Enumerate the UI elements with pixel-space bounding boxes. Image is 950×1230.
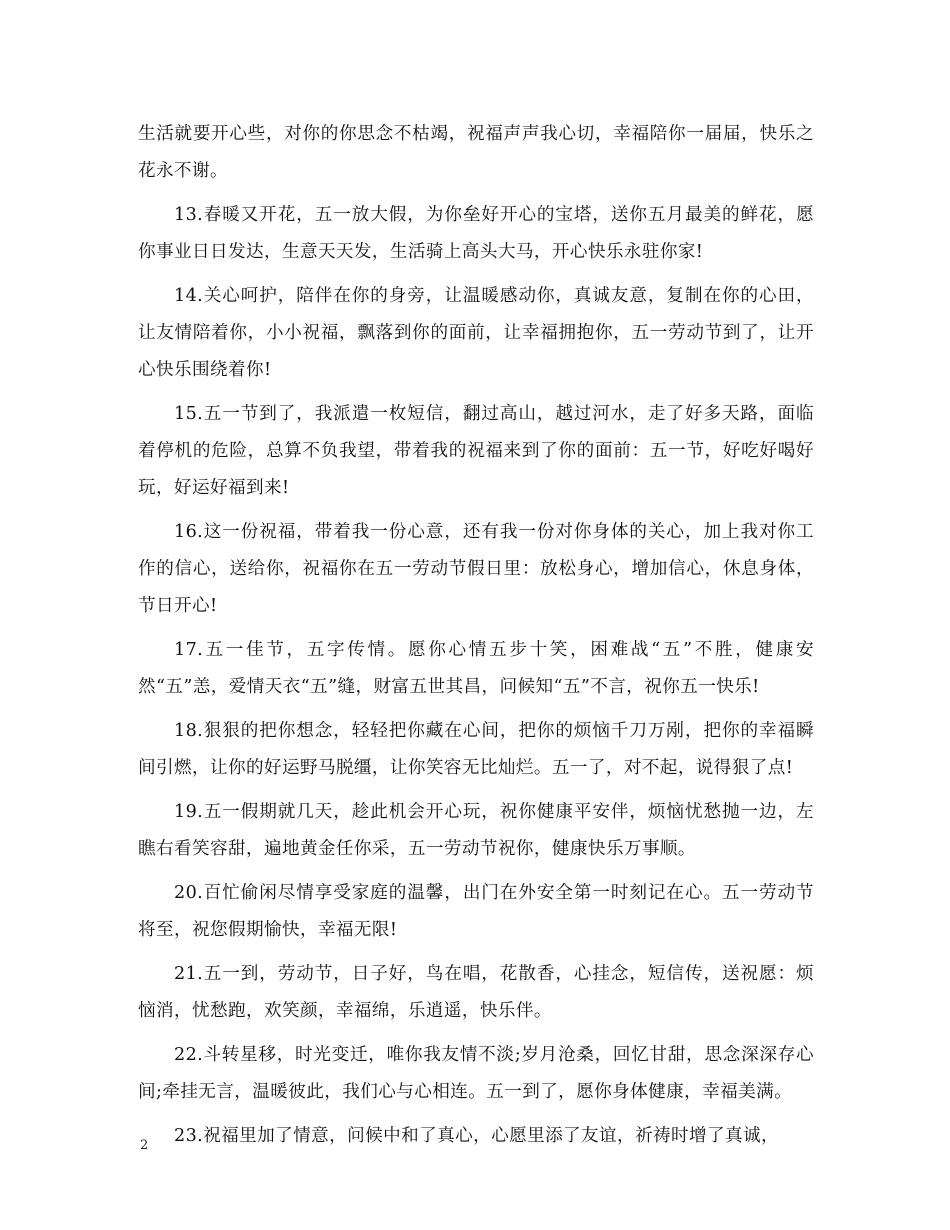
paragraph: 13.春暖又开花，五一放大假，为你垒好开心的宝塔，送你五月最美的鲜花，愿你事业日日发达，生意天天发，生活骑上高头大马，开心快乐永驻你家! — [138, 205, 814, 262]
paragraph: 18.狠狠的把你想念，轻轻把你藏在心间，把你的烦恼千刀万剐，把你的幸福瞬间引燃，让你的好运野马脱缰，让你笑容无比灿烂。五一了，对不起，说得狠了点! — [138, 721, 814, 778]
paragraph: 22.斗转星移，时光变迁，唯你我友情不淡;岁月沧桑，回忆甘甜，思念深深存心间;牵挂无言，温暖彼此，我们心与心相连。五一到了，愿你身体健康，幸福美满。 — [138, 1045, 814, 1102]
paragraph: 20.百忙偷闲尽情享受家庭的温馨，出门在外安全第一时刻记在心。五一劳动节将至，祝您假期愉快，幸福无限! — [138, 883, 814, 940]
paragraph: 生活就要开心些，对你的你思念不枯竭，祝福声声我心切，幸福陪你一届届，快乐之花永不谢。 — [138, 124, 814, 181]
paragraph: 14.关心呵护，陪伴在你的身旁，让温暖感动你，真诚友意，复制在你的心田，让友情陪着你，小小祝福，飘落到你的面前，让幸福拥抱你，五一劳动节到了，让开心快乐围绕着你! — [138, 286, 814, 380]
paragraph: 17.五一佳节，五字传情。愿你心情五步十笑，困难战“五”不胜，健康安然“五”恙，爱情天衣“五”缝，财富五世其昌，问候知“五”不言，祝你五一快乐! — [138, 640, 814, 697]
page-number: 2 — [140, 1138, 149, 1153]
paragraph: 19.五一假期就几天，趁此机会开心玩，祝你健康平安伴，烦恼忧愁抛一边，左瞧右看笑容甜，遍地黄金任你采，五一劳动节祝你，健康快乐万事顺。 — [138, 802, 814, 859]
paragraph: 21.五一到，劳动节，日子好，鸟在唱，花散香，心挂念，短信传，送祝愿：烦恼消，忧愁跑，欢笑颜，幸福绵，乐逍遥，快乐伴。 — [138, 964, 814, 1021]
document-body — [138, 116, 814, 1162]
paragraph: 16.这一份祝福，带着我一份心意，还有我一份对你身体的关心，加上我对你工作的信心，送给你，祝福你在五一劳动节假日里：放松身心，增加信心，休息身体，节日开心! — [138, 522, 814, 616]
paragraph: 23.祝福里加了情意，问候中和了真心，心愿里添了友谊，祈祷时增了真诚， — [174, 1126, 779, 1146]
paragraph: 15.五一节到了，我派遣一枚短信，翻过高山，越过河水，走了好多天路，面临着停机的危险，总算不负我望，带着我的祝福来到了你的面前：五一节，好吃好喝好玩，好运好福到来! — [138, 404, 814, 498]
